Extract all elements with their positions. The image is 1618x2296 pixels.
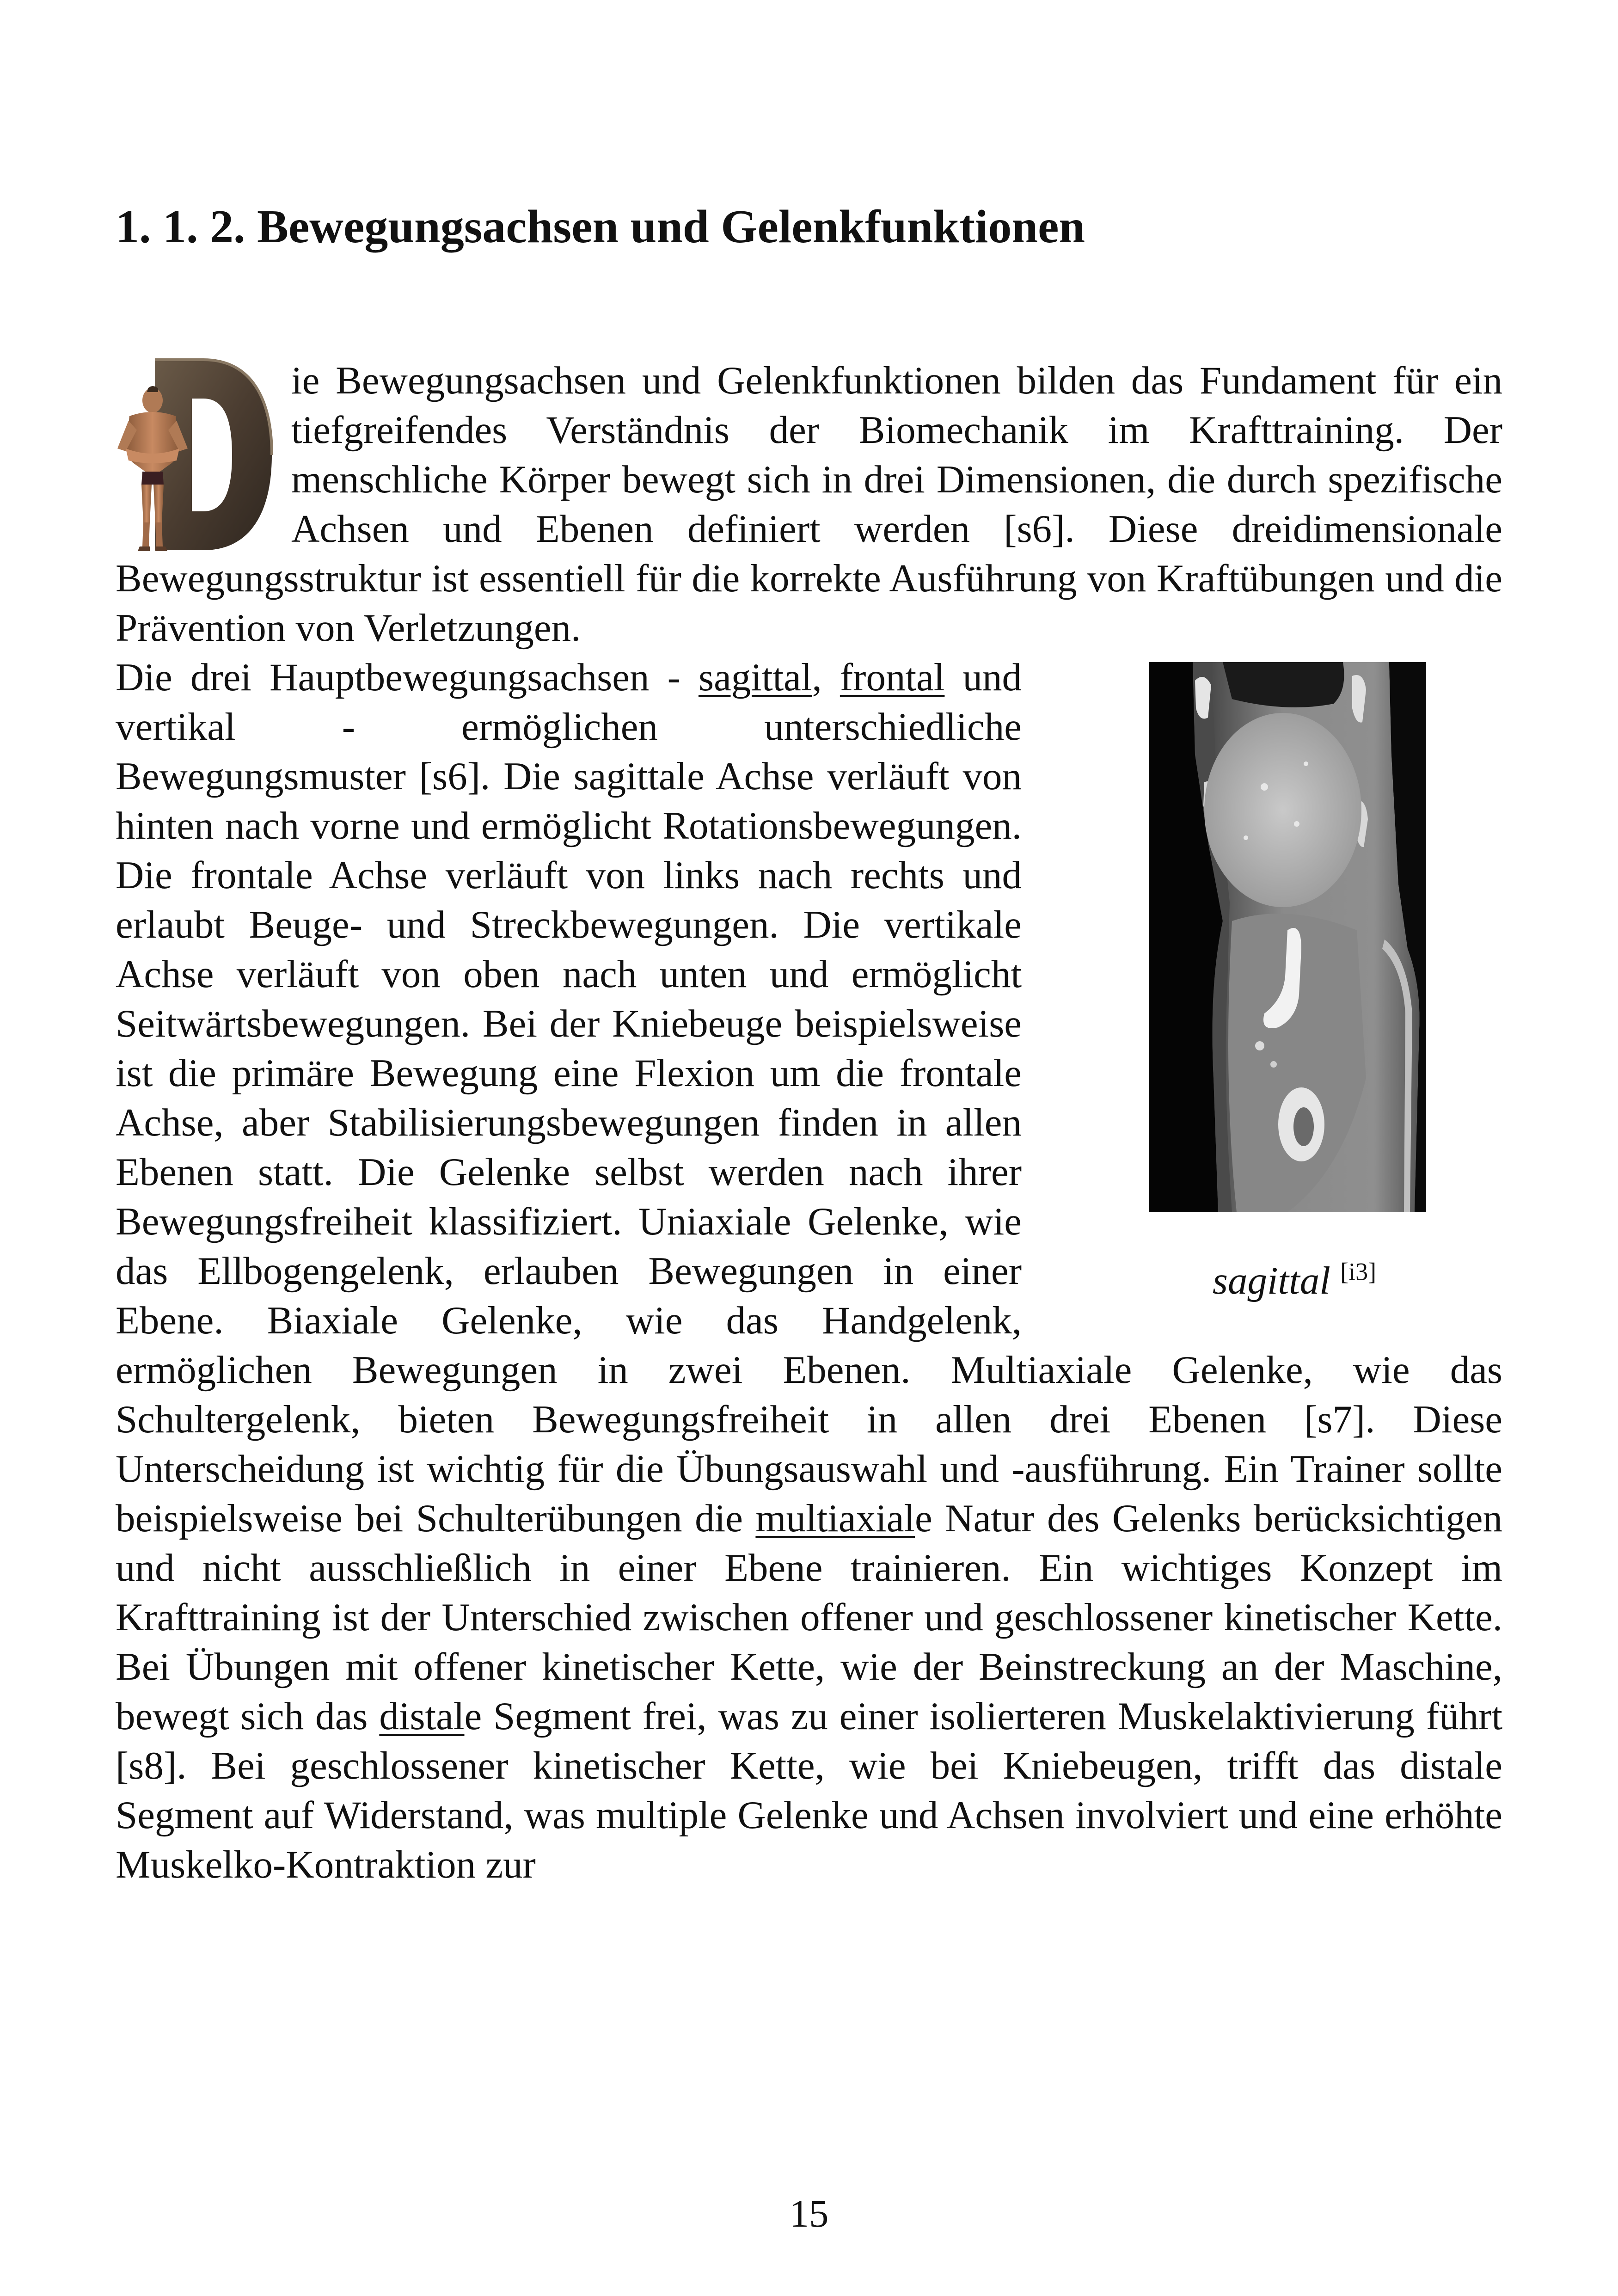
term-multiaxial: multiaxial	[755, 1497, 915, 1540]
body-text-4: e Segment frei, was zu einer isolierteren Muskelaktivierung führt [s8]. Bei geschlossener kinetischer Kette, wie bei Kniebeugen, trifft das distale Segment auf Widerstand, was multiple Gelenke und Achsen involviert und eine erhöhte Muskelko-Kontraktion zur	[116, 1694, 1502, 1886]
caption-text: sagittal	[1212, 1259, 1330, 1302]
caption-reference: [i3]	[1340, 1258, 1377, 1286]
body-text-1: Die drei Hauptbewegungsachsen -	[116, 656, 699, 699]
ct-figure	[1086, 662, 1502, 1306]
figure-caption	[1086, 1256, 1502, 1306]
dropcap-illustration	[116, 356, 273, 554]
page-number: 15	[789, 2192, 829, 2235]
body-text-3: e Natur des Gelenks berücksichtigen und nicht ausschließlich in einer Ebene trainieren. Ein wichtiges Konzept im Krafttraining ist der Unterschied zwischen offener und geschlossener kinetischer Kette. Bei Übungen mit offener kinetischer Kette, wie der Beinstreckung an der Maschine, bewegt sich das	[116, 1497, 1502, 1738]
intro-paragraph: ie Bewegungsachsen und Gelenkfunktionen bilden das Fundament für ein tiefgreifendes Verständnis der Biomechanik im Krafttraining. Der menschliche Körper bewegt sich in drei Dimensionen, die durch spezifische Achsen und Ebenen definiert werden [s6]. Diese dreidimensionale Bewegungsstruktur ist essentiell für die korrekte Ausführung von Kraftübungen und die Prävention von Verletzungen.	[116, 359, 1502, 650]
body-comma: ,	[812, 656, 840, 699]
term-frontal: frontal	[840, 656, 945, 699]
body-text-2: und vertikal - ermöglichen unterschiedliche Bewegungsmuster [s6]. Die sagittale Achse verläuft von hinten nach vorne und ermöglicht Rotationsbewegungen. Die frontale Achse verläuft von links nach rechts und erlaubt Beuge- und Streckbewegungen. Die vertikale Achse verläuft von oben nach unten und ermöglicht Seitwärtsbewegungen. Bei der Kniebeuge beispielsweise ist die primäre Bewegung eine Flexion um die frontale Achse, aber Stabilisierungsbewegungen finden in allen Ebenen statt. Die Gelenke selbst werden nach ihrer Bewegungsfreiheit klassifiziert. Uniaxiale Gelenke, wie das Ellbogengelenk, erlauben Bewegungen in einer Ebene. Biaxiale Gelenke, wie das Handgelenk, ermöglichen Bewegungen in zwei Ebenen. Multiaxiale Gelenke, wie das Schultergelenk, bieten Bewegungsfreiheit in allen drei Ebenen [s7]. Diese Unterscheidung ist wichtig für die Übungsauswahl und -ausführung. Ein Trainer sollte beispielsweise bei Schulterübungen die	[116, 656, 1502, 1540]
dropcap-letter	[116, 356, 273, 554]
term-distal: distal	[379, 1694, 465, 1738]
term-sagittal: sagittal	[698, 656, 812, 699]
ct-scan-image	[1149, 662, 1426, 1212]
section-heading: 1. 1. 2. Bewegungsachsen und Gelenkfunktionen	[116, 201, 1085, 253]
main-text	[116, 356, 1502, 1890]
